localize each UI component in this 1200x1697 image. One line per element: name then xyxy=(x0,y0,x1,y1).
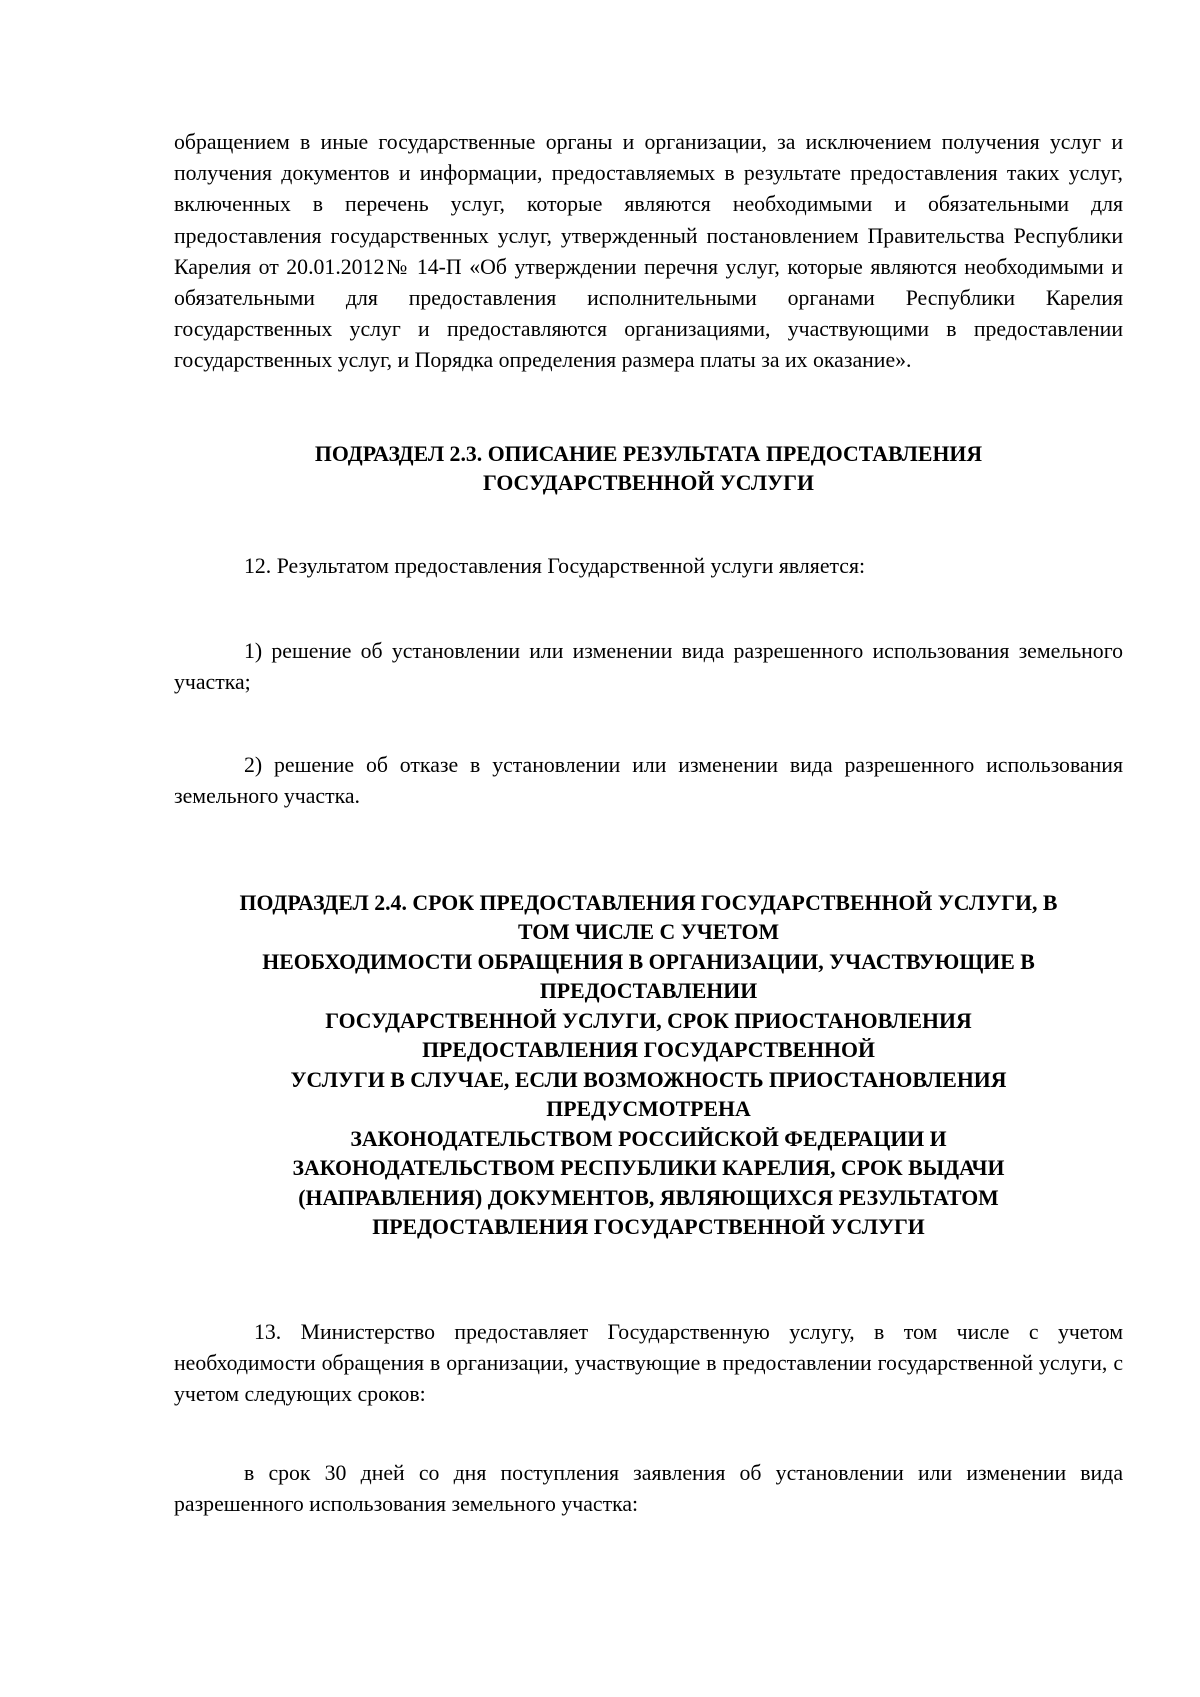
item-13-term-paragraph: в срок 30 дней со дня поступления заявления об установлении или изменении вида разрешенного использования земельного участка: xyxy=(174,1461,1123,1517)
heading-line: НЕОБХОДИМОСТИ ОБРАЩЕНИЯ В ОРГАНИЗАЦИИ, УЧАСТВУЮЩИЕ В xyxy=(262,949,1035,974)
intro-paragraph: обращением в иные государственные органы и организации, за исключением получения услуг и получения документов и информации, предоставляемых в результате предоставления таких услуг, включенных в перечень услуг, которые являются необходимыми и обязательными для предоставления государственных услуг, утвержденный постановлением Правительства Республики Карелия от 20.01.2012№ 14-П «Об утверждении перечня услуг, которые являются необходимыми и обязательными для предоставления исполнительными органами Республики Карелия государственных услуг и предоставляются организациями, участвующими в предоставлении государственных услуг, и Порядка определения размера платы за их оказание». xyxy=(174,130,1123,373)
document-body xyxy=(174,127,1123,1521)
heading-line: ПОДРАЗДЕЛ 2.4. СРОК ПРЕДОСТАВЛЕНИЯ ГОСУДАРСТВЕННОЙ УСЛУГИ, В xyxy=(239,890,1058,915)
heading-line: ПРЕДУСМОТРЕНА xyxy=(546,1097,751,1122)
subsection-2-3-heading xyxy=(174,440,1123,499)
heading-line: ЗАКОНОДАТЕЛЬСТВОМ РОССИЙСКОЙ ФЕДЕРАЦИИ И xyxy=(350,1126,947,1151)
subsection-2-4-heading xyxy=(174,889,1123,1243)
item-12-2-paragraph: 2) решение об отказе в установлении или изменении вида разрешенного использования земельного участка. xyxy=(174,753,1123,809)
heading-line: (НАПРАВЛЕНИЯ) ДОКУМЕНТОВ, ЯВЛЯЮЩИХСЯ РЕЗУЛЬТАТОМ xyxy=(298,1185,999,1210)
heading-line: ЗАКОНОДАТЕЛЬСТВОМ РЕСПУБЛИКИ КАРЕЛИЯ, СРОК ВЫДАЧИ xyxy=(292,1156,1005,1181)
heading-line: ГОСУДАРСТВЕННОЙ УСЛУГИ xyxy=(483,471,814,496)
heading-line: ГОСУДАРСТВЕННОЙ УСЛУГИ, СРОК ПРИОСТАНОВЛЕНИЯ xyxy=(325,1008,972,1033)
heading-line: ПРЕДОСТАВЛЕНИЯ ГОСУДАРСТВЕННОЙ xyxy=(422,1038,875,1063)
heading-line: УСЛУГИ В СЛУЧАЕ, ЕСЛИ ВОЗМОЖНОСТЬ ПРИОСТАНОВЛЕНИЯ xyxy=(290,1067,1007,1092)
item-12-paragraph: 12. Результатом предоставления Государственной услуги является: xyxy=(244,553,866,578)
heading-line: ПРЕДОСТАВЛЕНИЯ ГОСУДАРСТВЕННОЙ УСЛУГИ xyxy=(372,1215,925,1240)
heading-line: ПРЕДОСТАВЛЕНИИ xyxy=(539,979,758,1004)
item-12-1-paragraph: 1) решение об установлении или изменении вида разрешенного использования земельного участка; xyxy=(174,638,1123,695)
heading-line: ПОДРАЗДЕЛ 2.3. ОПИСАНИЕ РЕЗУЛЬТАТА ПРЕДОСТАВЛЕНИЯ xyxy=(314,441,983,466)
heading-line: ТОМ ЧИСЛЕ С УЧЕТОМ xyxy=(517,920,780,945)
item-13-paragraph: 13. Министерство предоставляет Государственную услугу, в том числе с учетом необходимости обращения в организации, участвующие в предоставлении государственной услуги, с учетом следующих сроков: xyxy=(174,1319,1123,1407)
